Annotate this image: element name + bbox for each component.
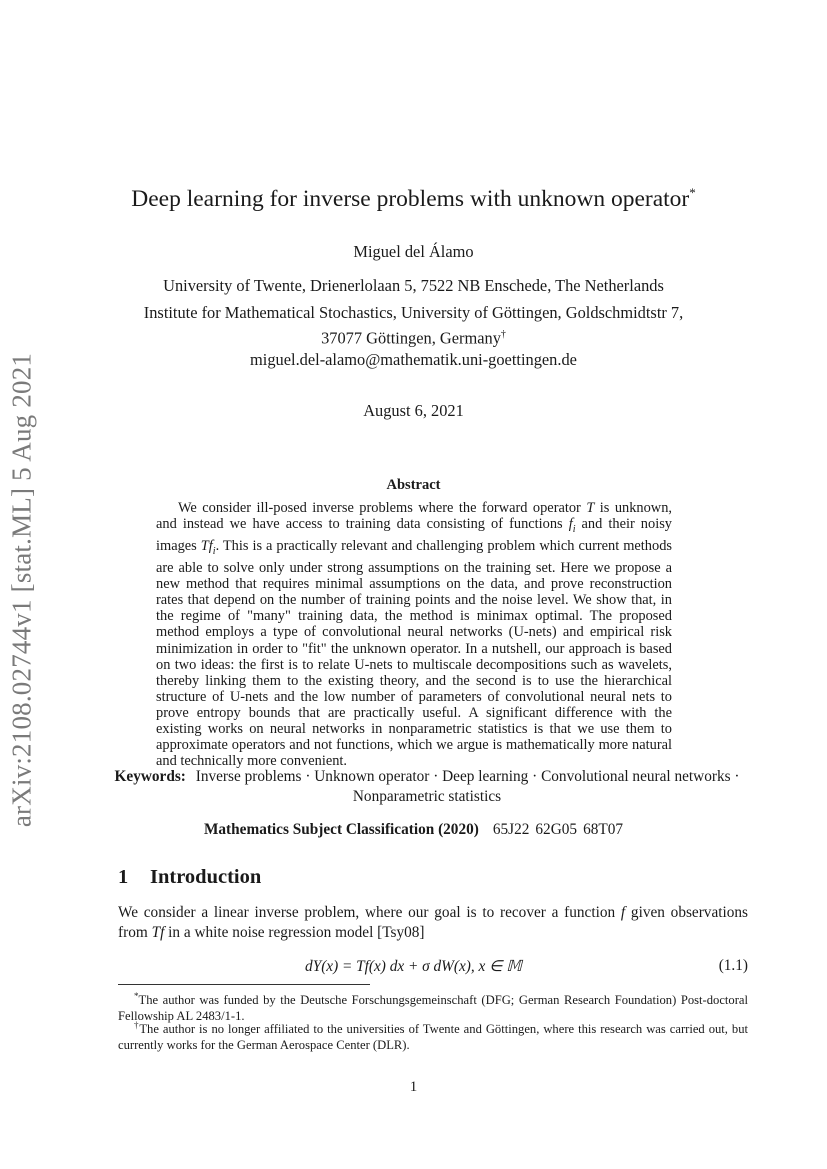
math-Tf: Tf: [151, 924, 165, 941]
author-name: Miguel del Álamo: [353, 242, 474, 261]
keywords-label: Keywords:: [114, 768, 186, 785]
msc-label: Mathematics Subject Classification (2020): [203, 821, 479, 838]
footnote-rule: [118, 984, 370, 985]
page-number: 1: [409, 1079, 418, 1095]
section-title: Introduction: [150, 866, 262, 888]
abstract-text: and their noisy images: [156, 516, 672, 555]
arxiv-identifier: arXiv:2108.02744v1 [stat.ML] 5 Aug 2021: [6, 352, 37, 828]
author-email: miguel.del-alamo@mathematik.uni-goettingen.de: [250, 350, 577, 369]
intro-text: in a white noise regression model [Tsy08]: [164, 924, 425, 941]
affiliation-footnote-mark: †: [500, 329, 506, 340]
abstract-heading: Abstract: [386, 477, 441, 493]
msc-code: 68T07: [583, 821, 624, 838]
keywords-list: Inverse problems · Unknown operator · Deep learning · Convolutional neural networks · Nonparametric statistics: [195, 768, 740, 805]
abstract-text: . This is a practically relevant and challenging problem which current methods are able to solve only under strong assumptions on the training set. Here we propose a new method that requires minimal assumptions on the data, and prove reconstruction rates that depend on the number of training points and the noise level. We show that, in the regime of "many" training data, the method is minimax optimal. The proposed method employs a type of convolutional neural networks (U-nets) and empirical risk minimization in order to "fit" the unknown operator. In a nutshell, our approach is based on two ideas: the first is to relate U-nets to multiscale decompositions such as wavelets, thereby linking them to the existing theory, and the second is to use the hierarchical structure of U-nets and the low number of parameters of convolutional neural nets to prove entropy bounds that are practically useful. A significant difference with the existing works on neural networks in nonparametric statistics is that we use them to approximate operators and not functions, which we argue is mathematically more natural and technically more convenient.: [156, 538, 672, 770]
arxiv-watermark: [2, 352, 42, 828]
paper-date: August 6, 2021: [363, 401, 464, 420]
abstract-body: [156, 500, 672, 769]
math-subscript-i: i: [572, 523, 576, 535]
title-text: Deep learning for inverse problems with unknown operator: [131, 185, 690, 212]
section-number: 1: [118, 866, 129, 888]
intro-paragraph: [118, 903, 748, 943]
affiliation-line-2: 37077 Göttingen, Germany: [321, 328, 501, 348]
footnote-2-text: The author is no longer affiliated to the universities of Twente and Göttingen, where this research was carried out, but currently works for the German Aerospace Center (DLR).: [118, 1022, 749, 1052]
math-f: f: [620, 904, 626, 921]
intro-text: We consider a linear inverse problem, where our goal is to recover a function: [118, 904, 621, 921]
title-footnote-mark: *: [689, 185, 696, 200]
affiliation-twente: University of Twente, Drienerlolaan 5, 7522 NB Enschede, The Netherlands: [163, 276, 664, 295]
msc-classification: [0, 821, 827, 839]
msc-code: 62G05: [535, 821, 578, 838]
footnote-2: [118, 1018, 748, 1053]
footnote-1-mark: *: [134, 991, 139, 1001]
msc-code: 65J22: [492, 821, 530, 838]
math-Tf: Tf: [200, 538, 213, 555]
footnote-1-text: The author was funded by the Deutsche Forschungsgemeinschaft (DFG; German Research Foundation) Post-doctoral Fellowship AL 2483/1-1.: [118, 993, 748, 1023]
section-heading: [118, 866, 261, 889]
footnote-2-mark: †: [134, 1020, 140, 1030]
equation-number: (1.1): [718, 957, 748, 974]
math-T: T: [586, 500, 595, 516]
affiliation-goettingen: [0, 302, 827, 349]
intro-text: given observations from: [118, 904, 748, 941]
abstract-text: is unknown, and instead we have access to training data consisting of functions: [156, 500, 672, 533]
equation-1-1: dY(x) = Tf(x) dx + σ dW(x), x ∈ 𝕄: [305, 958, 522, 975]
affiliation-line-1: Institute for Mathematical Stochastics, University of Göttingen, Goldschmidtstr 7,: [143, 303, 684, 322]
keywords: [112, 767, 742, 807]
math-subscript-i: i: [212, 545, 216, 557]
math-f: f: [568, 516, 573, 533]
abstract-text: We consider ill-posed inverse problems where the forward operator: [178, 500, 587, 516]
paper-title: [0, 185, 827, 213]
